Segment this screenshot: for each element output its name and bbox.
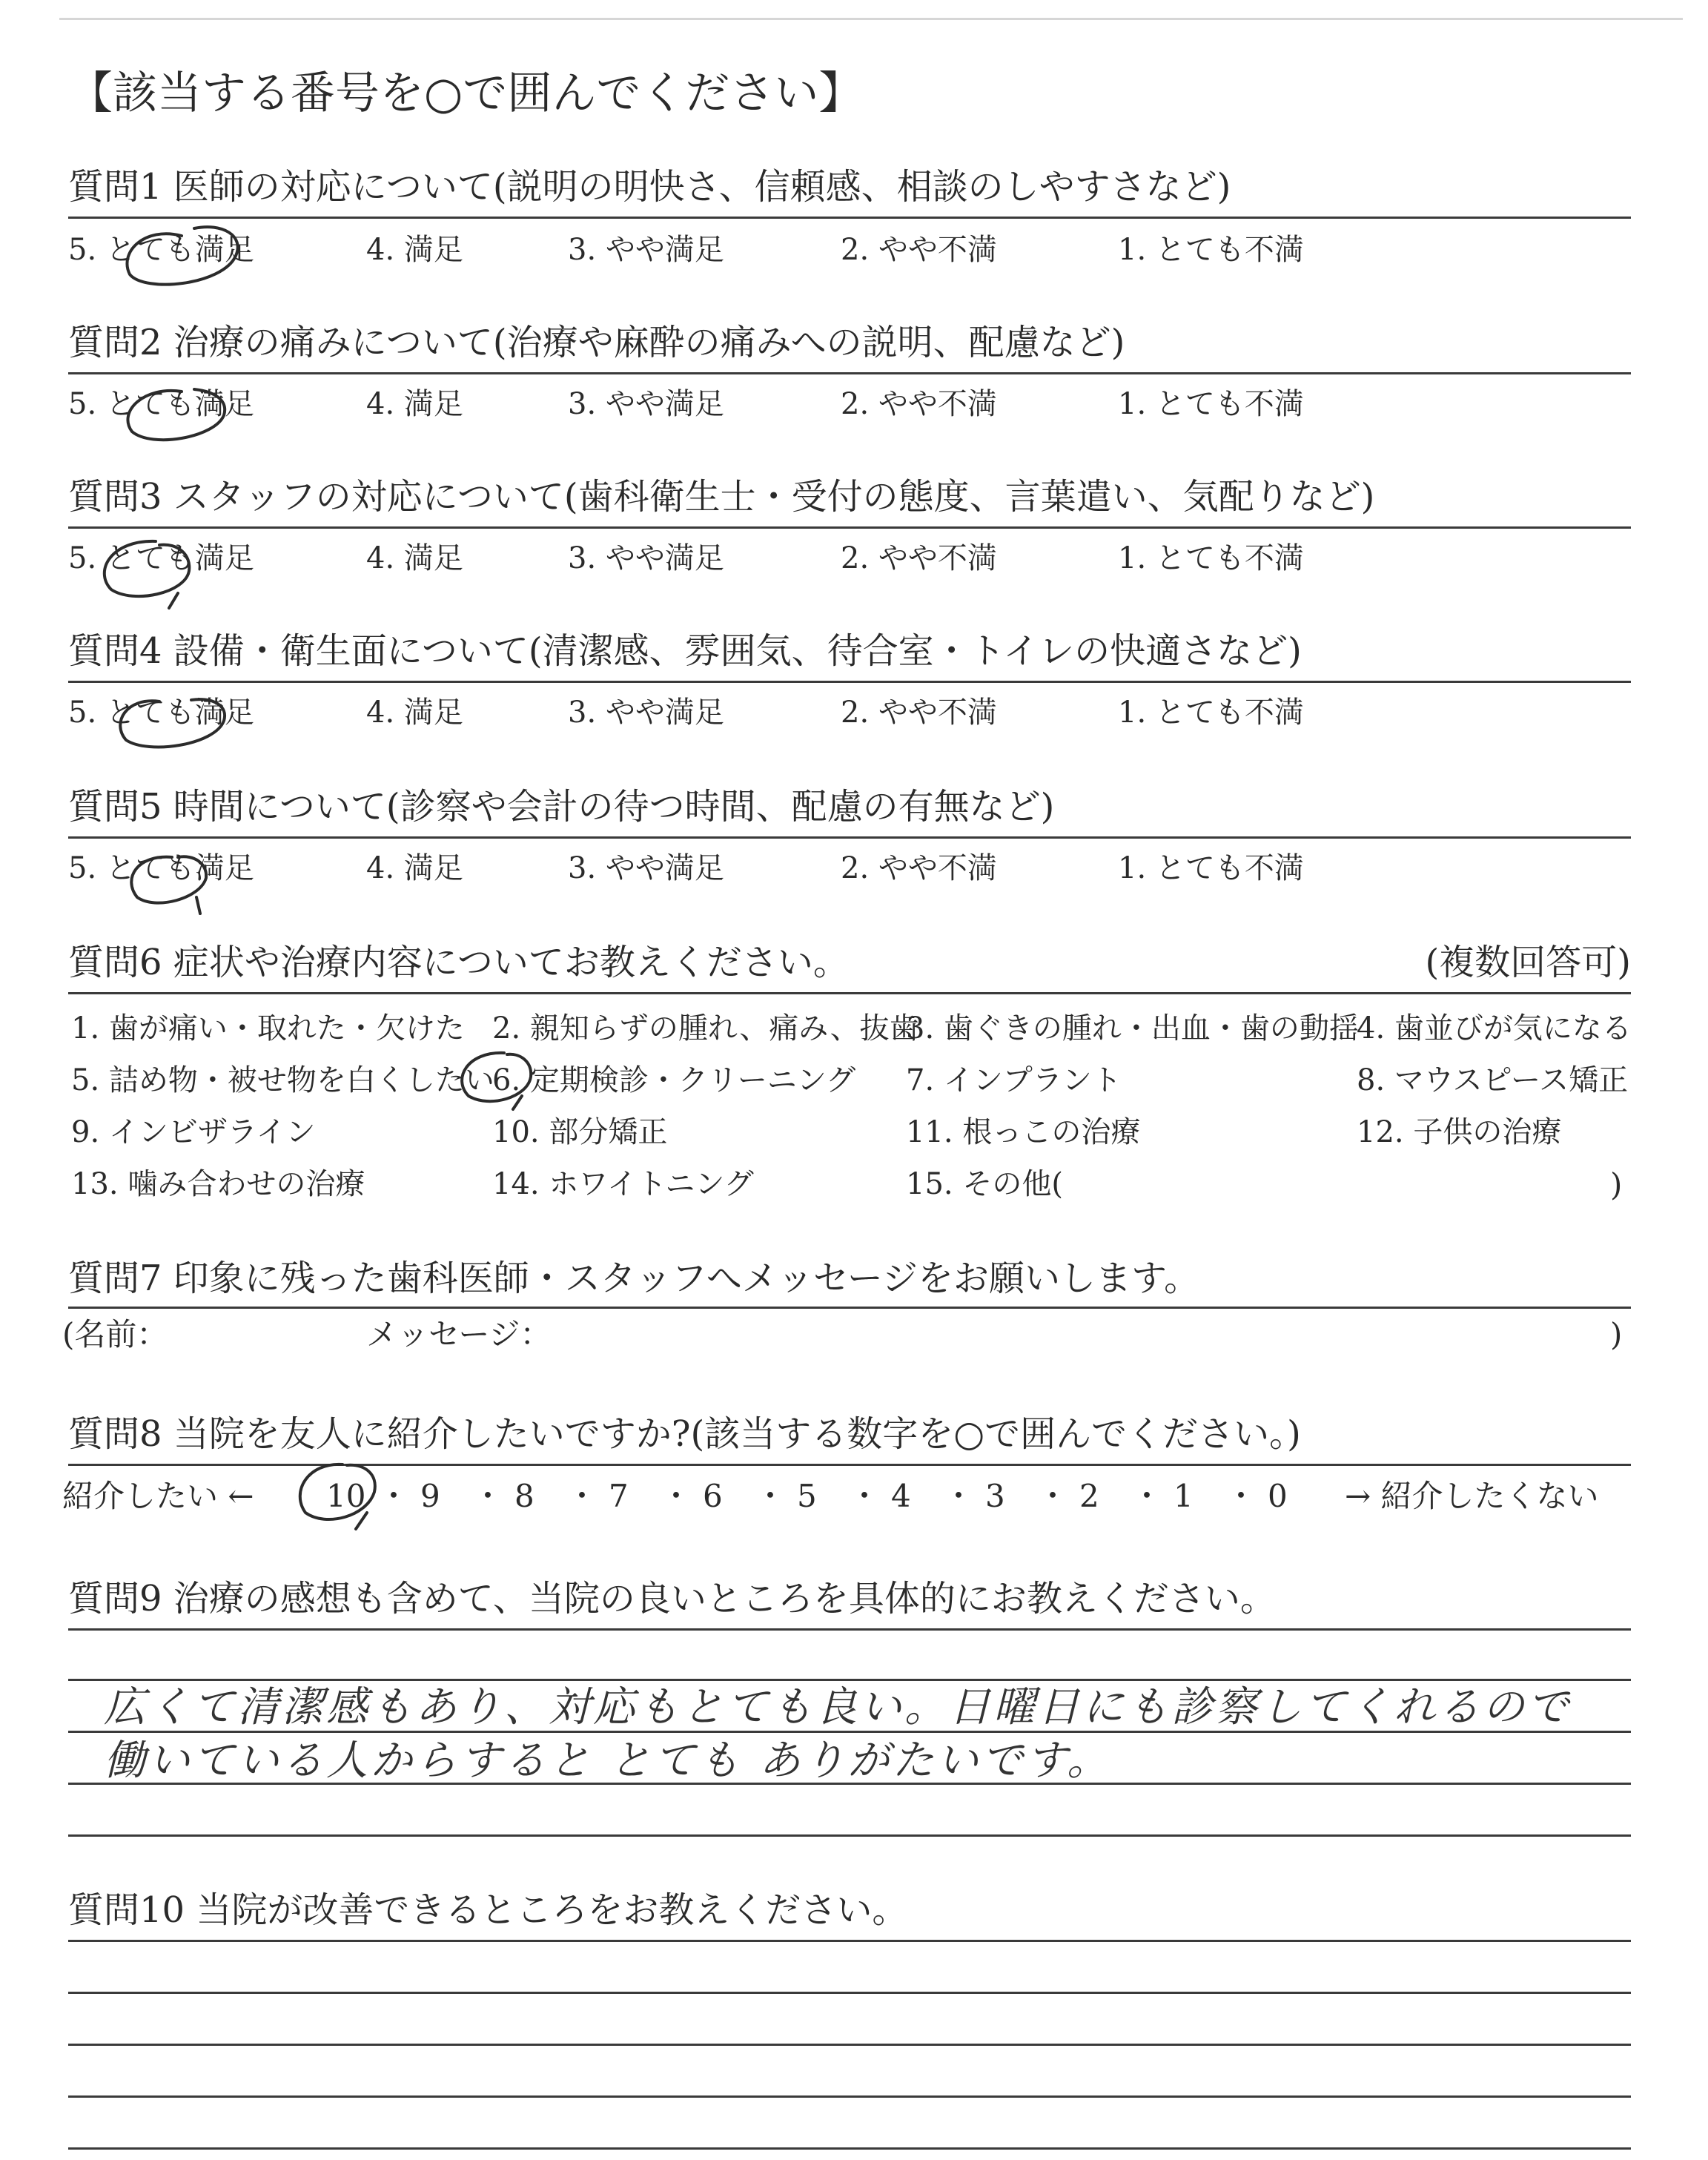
q6-multiple-note: (複数回答可) [1425, 942, 1631, 983]
q5-option-5[interactable]: 5. とても満足 [68, 851, 254, 885]
q5-option-1[interactable]: 1. とても不満 [1118, 851, 1304, 885]
q8-scale-6[interactable]: 6 [703, 1478, 723, 1514]
q8-scale-2[interactable]: 2 [1079, 1478, 1099, 1514]
q6-option-15[interactable]: 15. その他( [906, 1167, 1063, 1201]
q10-rule-2 [68, 1992, 1631, 1994]
q4-option-4[interactable]: 4. 満足 [366, 696, 463, 730]
q8-scale-7[interactable]: 7 [609, 1478, 629, 1514]
q8-scale-3[interactable]: 3 [985, 1478, 1005, 1514]
q2-option-3[interactable]: 3. やや満足 [568, 387, 724, 421]
q5-option-4[interactable]: 4. 満足 [366, 851, 463, 885]
q6-option-14[interactable]: 14. ホワイトニング [492, 1167, 754, 1201]
q9-title: 質問9 治療の感想も含めて、当院の良いところを具体的にお教えください。 [68, 1578, 1276, 1619]
q2-option-5[interactable]: 5. とても満足 [68, 387, 254, 421]
q4-option-5[interactable]: 5. とても満足 [68, 696, 254, 730]
q8-scale-separator: ・ [1131, 1478, 1163, 1514]
q9-rule-5 [68, 1834, 1631, 1837]
q1-option-5[interactable]: 5. とても満足 [68, 233, 254, 267]
q3-rule [68, 526, 1631, 529]
q9-rule-2 [68, 1679, 1631, 1681]
q7-close-paren: ) [1610, 1316, 1623, 1353]
page-top-edge [59, 18, 1683, 20]
q1-option-4[interactable]: 4. 満足 [366, 233, 463, 267]
q6-option-1[interactable]: 1. 歯が痛い・取れた・欠けた [71, 1011, 465, 1046]
q5-option-3[interactable]: 3. やや満足 [568, 851, 724, 885]
q6-option-7[interactable]: 7. インプラント [906, 1063, 1122, 1097]
q8-scale-separator: ・ [661, 1478, 692, 1514]
q3-option-4[interactable]: 4. 満足 [366, 541, 463, 575]
q8-scale-separator: ・ [943, 1478, 975, 1514]
q9-answer-line-2: 働いている人からすると とても ありがたいです。 [104, 1737, 1112, 1785]
q2-title: 質問2 治療の痛みについて(治療や麻酔の痛みへの説明、配慮など) [68, 322, 1125, 363]
q3-option-3[interactable]: 3. やや満足 [568, 541, 724, 575]
q6-option-8[interactable]: 8. マウスピース矯正 [1357, 1063, 1629, 1097]
q4-title: 質問4 設備・衛生面について(清潔感、雰囲気、待合室・トイレの快適さなど) [68, 630, 1302, 672]
q2-option-2[interactable]: 2. やや不満 [841, 387, 997, 421]
q8-left-label: 紹介したい ← [62, 1478, 254, 1514]
q10-title: 質問10 当院が改善できるところをお教えください。 [68, 1889, 908, 1931]
q8-title: 質問8 当院を友人に紹介したいですか?(該当する数字を○で囲んでください。) [68, 1413, 1301, 1455]
q1-option-3[interactable]: 3. やや満足 [568, 233, 724, 267]
q5-title: 質問5 時間について(診察や会計の待つ時間、配慮の有無など) [68, 786, 1055, 828]
q8-scale-4[interactable]: 4 [891, 1478, 911, 1514]
q4-option-3[interactable]: 3. やや満足 [568, 696, 724, 730]
q8-scale-separator: ・ [755, 1478, 787, 1514]
q8-scale-8[interactable]: 8 [514, 1478, 534, 1514]
q8-scale-9[interactable]: 9 [420, 1478, 440, 1514]
q4-option-2[interactable]: 2. やや不満 [841, 696, 997, 730]
q2-rule [68, 372, 1631, 374]
q8-right-label: → 紹介したくない [1345, 1478, 1599, 1514]
q6-option-13[interactable]: 13. 噛み合わせの治療 [71, 1167, 365, 1201]
q8-scale-5[interactable]: 5 [797, 1478, 817, 1514]
q2-option-4[interactable]: 4. 満足 [366, 387, 463, 421]
q8-scale-separator: ・ [378, 1478, 410, 1514]
q8-scale-1[interactable]: 1 [1174, 1478, 1194, 1514]
q3-option-2[interactable]: 2. やや不満 [841, 541, 997, 575]
q8-scale-separator: ・ [566, 1478, 598, 1514]
q4-rule [68, 681, 1631, 683]
q3-option-5[interactable]: 5. とても満足 [68, 541, 254, 575]
q3-title: 質問3 スタッフの対応について(歯科衛生士・受付の態度、言葉遣い、気配りなど) [68, 476, 1375, 518]
q7-message-label: メッセージ： [366, 1316, 552, 1353]
q8-scale-separator: ・ [472, 1478, 504, 1514]
q6-option-12[interactable]: 12. 子供の治療 [1357, 1115, 1562, 1149]
q7-rule [68, 1307, 1631, 1309]
q6-option-9[interactable]: 9. インビザライン [71, 1115, 316, 1149]
q10-rule-1 [68, 1940, 1631, 1942]
q6-rule [68, 992, 1631, 994]
q9-answer-line-1: 広くて清潔感もあり、対応もとても良い。日曜日にも診察してくれるので [104, 1683, 1572, 1731]
q8-scale-separator: ・ [1225, 1478, 1257, 1514]
form-heading: 【該当する番号を○で囲んでください】 [68, 67, 864, 119]
q1-title: 質問1 医師の対応について(説明の明快さ、信頼感、相談のしやすさなど) [68, 166, 1231, 208]
q6-option-6[interactable]: 6. 定期検診・クリーニング [492, 1063, 856, 1097]
q6-option-3[interactable]: 3. 歯ぐきの腫れ・出血・歯の動揺 [906, 1011, 1359, 1046]
q8-scale-0[interactable]: 0 [1268, 1478, 1288, 1514]
q3-option-1[interactable]: 1. とても不満 [1118, 541, 1304, 575]
q7-name-label: (名前： [62, 1316, 168, 1353]
q2-option-1[interactable]: 1. とても不満 [1118, 387, 1304, 421]
q6-option-11[interactable]: 11. 根っこの治療 [906, 1115, 1141, 1149]
q6-title: 質問6 症状や治療内容についてお教えください。 [68, 942, 849, 983]
q10-rule-4 [68, 2095, 1631, 2098]
q8-scale-10[interactable]: 10 [326, 1478, 366, 1514]
q6-other-close-paren: ) [1610, 1166, 1623, 1203]
q8-scale-separator: ・ [1037, 1478, 1069, 1514]
q6-option-2[interactable]: 2. 親知らずの腫れ、痛み、抜歯 [492, 1011, 919, 1046]
q1-rule [68, 217, 1631, 219]
q10-rule-5 [68, 2147, 1631, 2150]
q8-scale-separator: ・ [849, 1478, 881, 1514]
q10-rule-3 [68, 2044, 1631, 2046]
q1-option-1[interactable]: 1. とても不満 [1118, 233, 1304, 267]
q6-option-5[interactable]: 5. 詰め物・被せ物を白くしたい [71, 1063, 494, 1097]
q7-title: 質問7 印象に残った歯科医師・スタッフへメッセージをお願いします。 [68, 1258, 1200, 1299]
q8-rule [68, 1464, 1631, 1466]
q1-option-2[interactable]: 2. やや不満 [841, 233, 997, 267]
q9-rule-1 [68, 1628, 1631, 1631]
q6-option-4[interactable]: 4. 歯並びが気になる [1357, 1011, 1632, 1046]
q5-rule [68, 836, 1631, 839]
q4-option-1[interactable]: 1. とても不満 [1118, 696, 1304, 730]
q6-option-10[interactable]: 10. 部分矯正 [492, 1115, 668, 1149]
q5-option-2[interactable]: 2. やや不満 [841, 851, 997, 885]
